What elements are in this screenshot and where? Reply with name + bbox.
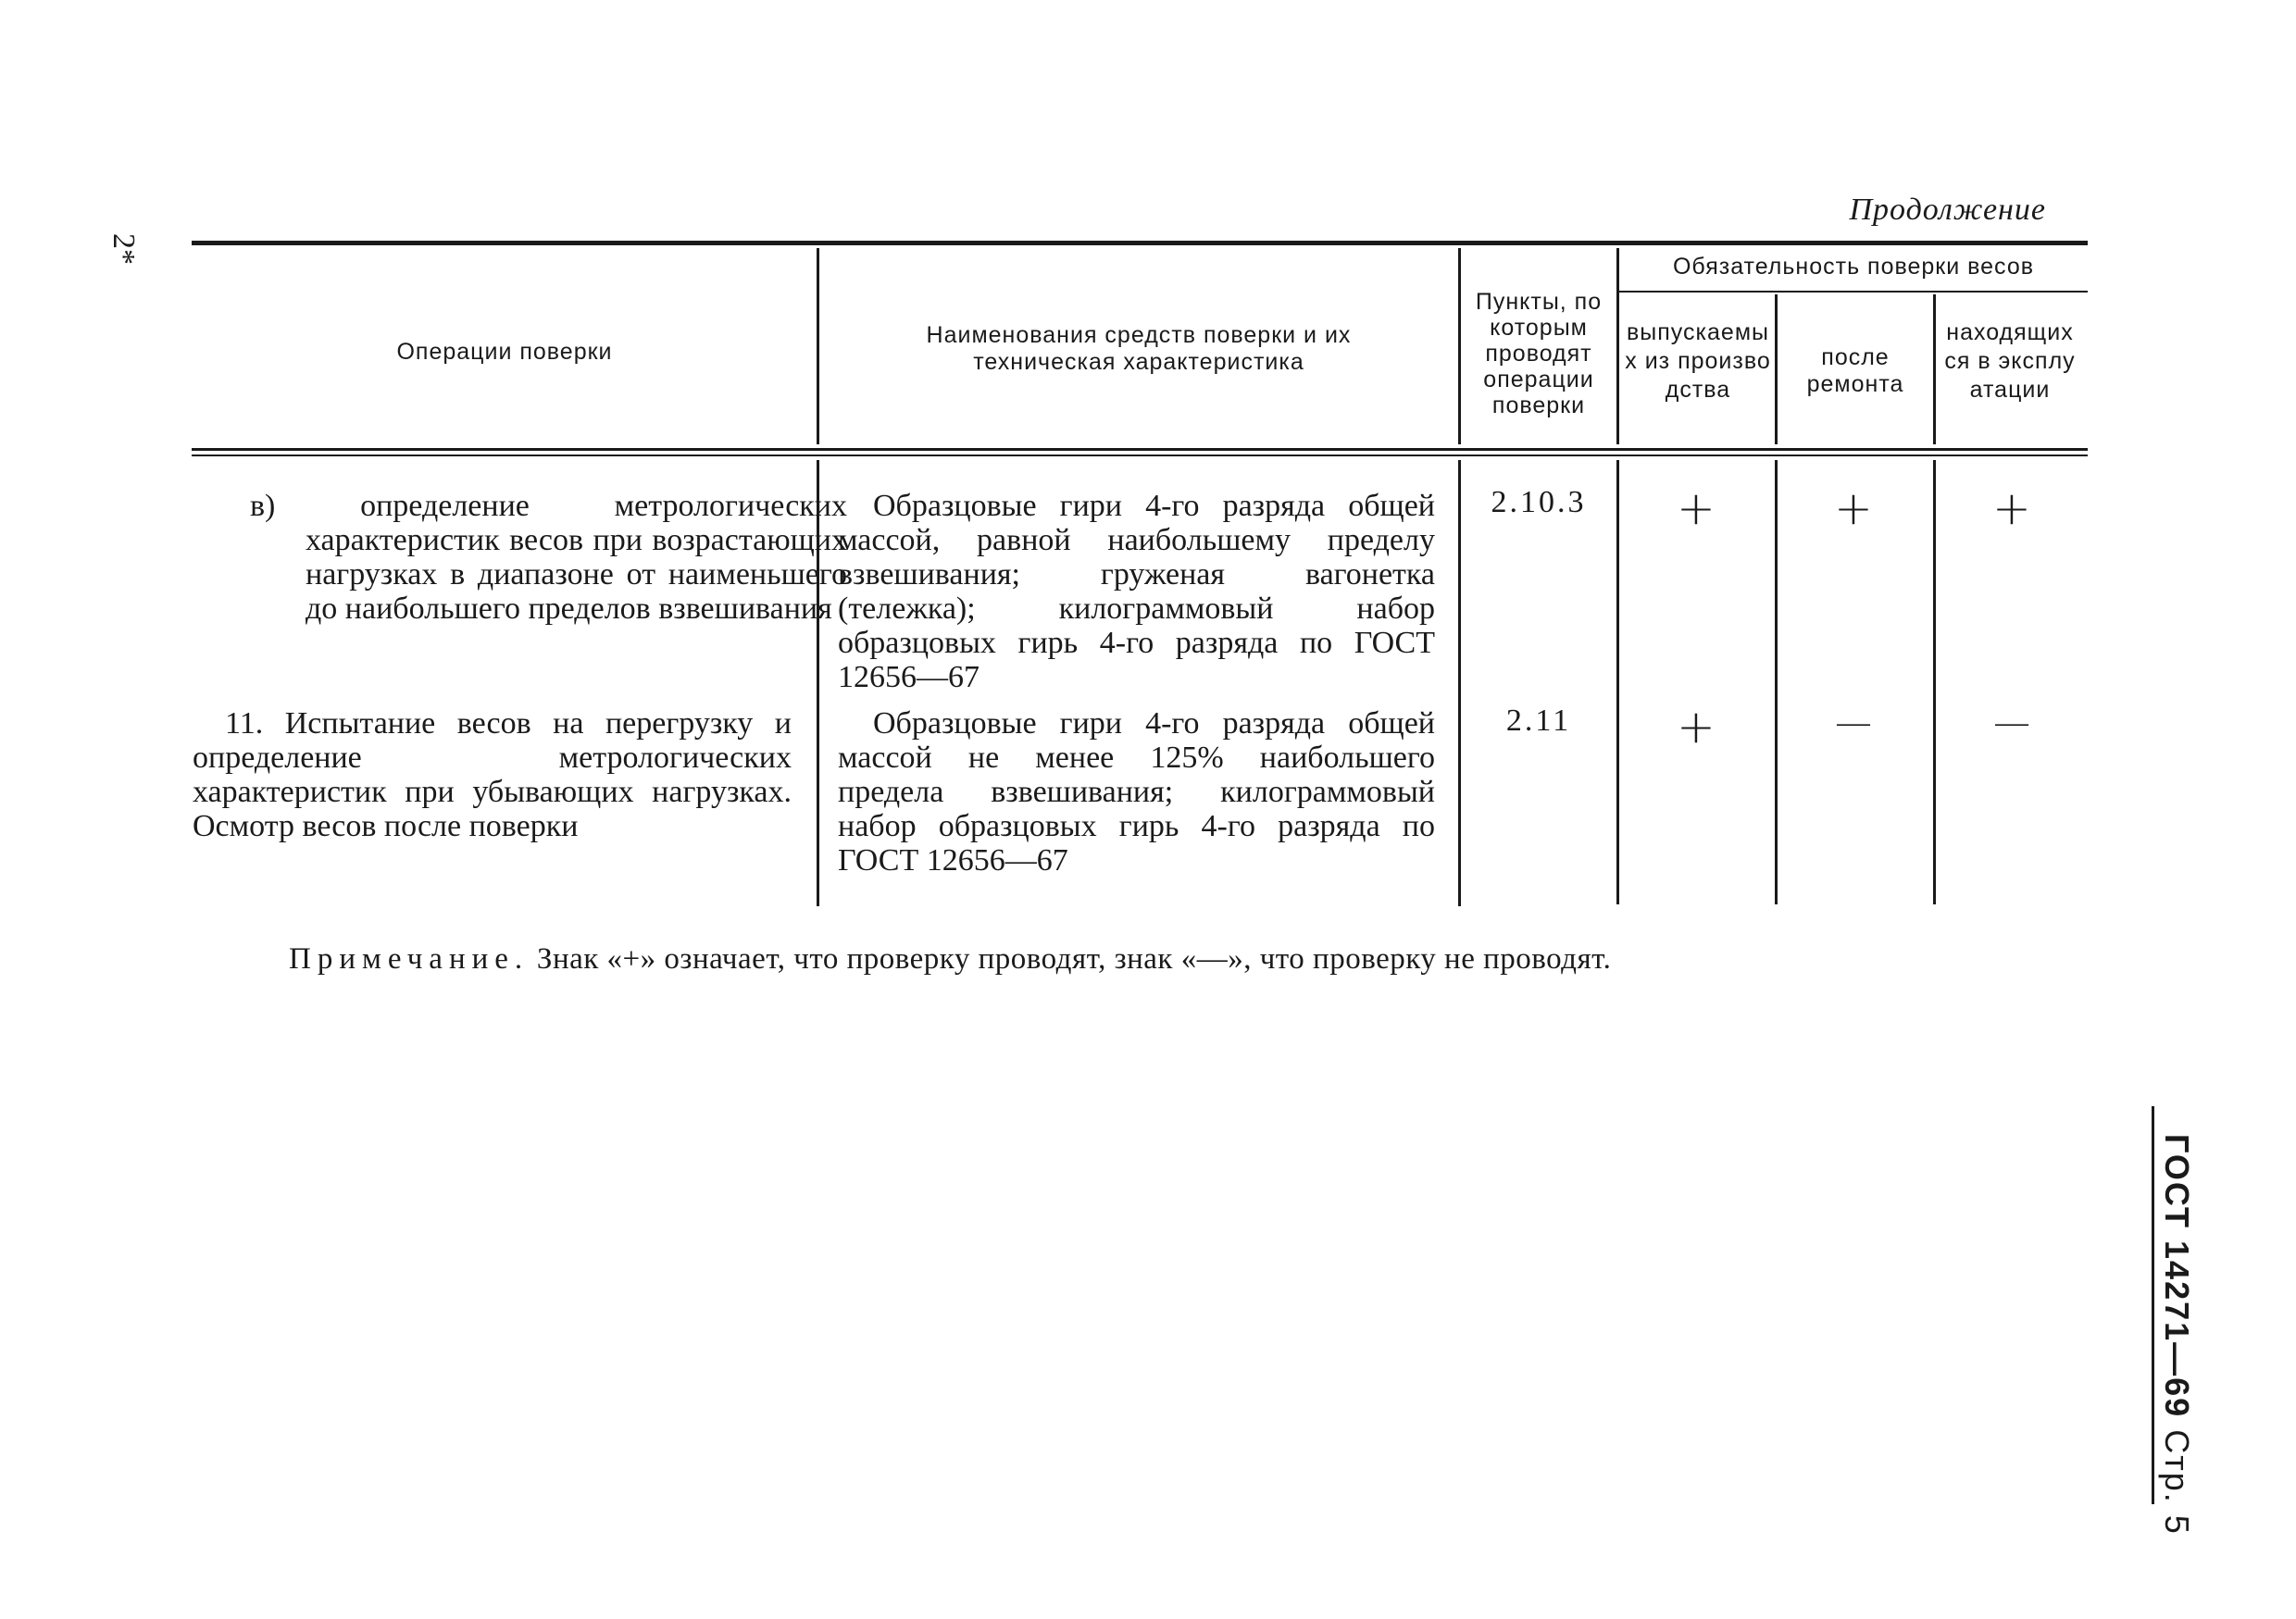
table-row-2-means: Образцовые гири 4-го разряда общей массой не менее 125% наибольшего предела взвешивания; килограммовый набор образцовых гирь 4-го разряда по ГОСТ 12656—67 — [838, 706, 1435, 878]
col-divider-3 — [1616, 248, 1619, 444]
header-obligation: Обязательность поверки весов — [1672, 254, 2035, 280]
document-title-vertical — [2157, 1134, 2196, 1536]
header-operations: Операции поверки — [396, 339, 613, 365]
continuation-label: Продолжение — [1849, 193, 2046, 227]
header-released: выпускаемых из производства — [1625, 319, 1771, 403]
table-row-1-in-service: + — [1992, 481, 2031, 535]
table-row-1-after-repair: + — [1834, 481, 1873, 535]
col-divider-2-body — [1458, 460, 1461, 906]
col-divider-3-body — [1616, 460, 1619, 904]
note-lead: Примечание. — [289, 942, 530, 976]
page-number: Стр. 5 — [2158, 1429, 2196, 1536]
header-after-repair: после ремонта — [1806, 344, 1904, 397]
header-bottom-rule-2 — [192, 455, 2088, 456]
margin-rule — [2152, 1106, 2154, 1504]
table-row-2-after-repair: — — [1835, 702, 1872, 744]
side-mark: 2* — [106, 233, 141, 265]
header-in-service: находящихся в эксплуатации — [1944, 319, 2076, 403]
col-divider-1 — [817, 248, 819, 444]
col-divider-4 — [1775, 294, 1778, 444]
col-divider-5-body — [1933, 460, 1936, 904]
table-row-1-means: Образцовые гири 4-го разряда общей массой, равной наибольшему пределу взвешивания; груженая вагонетка (тележка); килограммовый набор образцовых гирь 4-го разряда по ГОСТ 12656—67 — [838, 489, 1435, 694]
obligation-rule — [1618, 291, 2088, 293]
standard-number: ГОСТ 14271—69 — [2158, 1134, 2196, 1419]
col-divider-5 — [1933, 294, 1936, 444]
table-row-2-in-service: — — [1993, 702, 2030, 744]
note-text: Знак «+» означает, что проверку проводят, знак «—», что проверку не проводят. — [536, 942, 1612, 976]
col-divider-2 — [1458, 248, 1461, 444]
header-means: Наименования средств поверки и их техническая характеристика — [926, 322, 1352, 375]
header-clauses: Пункты, по которым проводят операции поверки — [1475, 289, 1603, 418]
table-top-rule — [192, 241, 2088, 245]
table-row-2-operation: 11. Испытание весов на перегрузку и определение метрологических характеристик при убывающих нагрузках. Осмотр весов после поверки — [193, 706, 792, 843]
table-row-1-clause: 2.10.3 — [1491, 485, 1587, 519]
table-row-2-clause: 2.11 — [1505, 704, 1572, 738]
table-row-1-operation: в) определение метрологических характеристик весов при возрастающих нагрузках в диапазоне от наименьшего до наибольшего пределов взвешивания — [250, 489, 847, 626]
header-bottom-rule — [192, 448, 2088, 451]
table-row-2-released: + — [1677, 700, 1716, 753]
col-divider-4-body — [1775, 460, 1778, 904]
table-row-1-released: + — [1677, 481, 1716, 535]
table-note — [289, 942, 1918, 977]
